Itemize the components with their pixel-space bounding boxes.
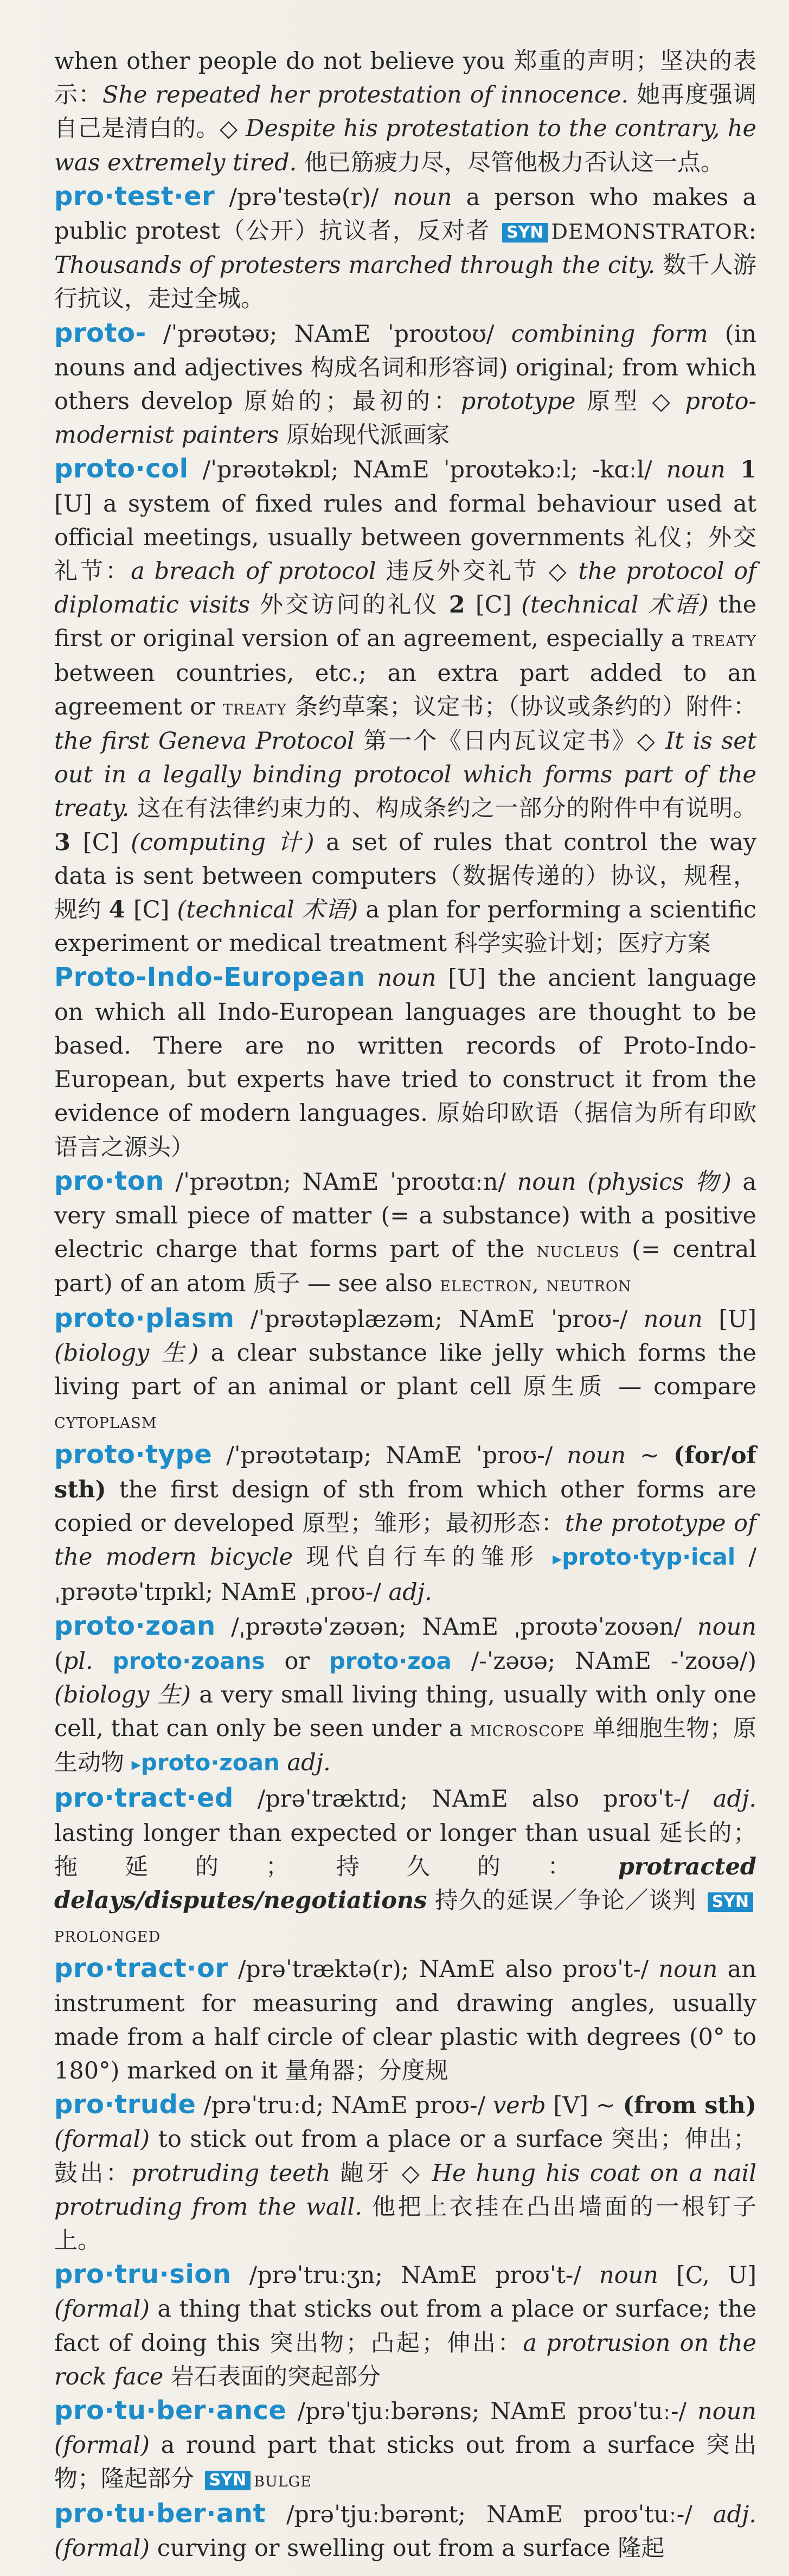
translation-text: 他已筋疲力尽，尽管他极力否认这一点。 bbox=[297, 149, 724, 176]
entry-protester bbox=[54, 180, 756, 316]
translation-text: 单细胞生物；原生动物 bbox=[54, 1714, 756, 1777]
example-sentence: Despite his protestation to the contrary, he was extremely tired. bbox=[54, 115, 756, 176]
translation-text: 原始现代派画家 bbox=[279, 422, 450, 449]
definition-text: between countries, etc.; an extra part added to an agreement or bbox=[54, 659, 756, 720]
register-label: (formal) bbox=[54, 2126, 150, 2153]
example-sentence: Thousands of protesters marched through the city. bbox=[54, 252, 656, 279]
example-sentence: a protrusion on the rock face bbox=[54, 2329, 756, 2390]
entry-protracted bbox=[54, 1781, 756, 1952]
translation-text: 这在有法律约束力的、构成条约之一部分的附件中有说明。 bbox=[129, 795, 756, 822]
example-sentence: the first Geneva Protocol bbox=[54, 728, 355, 755]
definition-text: a thing that sticks out from a place or surface; the fact of doing this 突出物；凸起；伸出： bbox=[54, 2296, 756, 2357]
entry-protuberance bbox=[54, 2394, 756, 2497]
part-of-speech: noun bbox=[599, 2262, 658, 2290]
pattern-marker: ~ bbox=[626, 1442, 673, 1470]
example-sentence: It is set out in a legally binding protocol which forms part of the treaty. bbox=[54, 728, 757, 822]
synonym-badge: SYN bbox=[708, 1892, 753, 1912]
register-label: (physics 物) bbox=[576, 1168, 732, 1196]
part-of-speech: adj. bbox=[713, 2501, 756, 2528]
punctuation: ( bbox=[54, 1647, 63, 1675]
pronunciation: /prəˈtruːʒn; NAmE proʊˈt-/ bbox=[231, 2262, 599, 2290]
entry-protuberant bbox=[54, 2497, 756, 2565]
plural-form: proto·zoa bbox=[329, 1647, 452, 1674]
translation-text: 她再度强调自己是清白的。◇ bbox=[54, 81, 757, 143]
register-label: (biology 生) bbox=[54, 1339, 199, 1367]
headword: pro·ton bbox=[54, 1165, 164, 1196]
entry-proto bbox=[54, 316, 756, 452]
entry-protestation-continued bbox=[54, 44, 756, 180]
headword: pro·tu·ber·ance bbox=[54, 2395, 287, 2426]
register-label: (biology 生) bbox=[54, 1681, 191, 1708]
definition-text: an instrument for measuring and drawing angles, usually made from a half circle of clear plastic with degrees (0° to 180°) marked on it 量角器；分度规 bbox=[54, 1956, 756, 2084]
grammar-code: [C, U] bbox=[658, 2262, 756, 2290]
part-of-speech: verb bbox=[492, 2092, 546, 2120]
grammar-code: [C] bbox=[475, 591, 512, 619]
entry-protozoan bbox=[54, 1609, 756, 1781]
cross-reference: microscope bbox=[470, 1717, 585, 1741]
headword: proto·zoan bbox=[54, 1611, 216, 1642]
entry-protoplasm bbox=[54, 1302, 756, 1438]
part-of-speech: noun bbox=[658, 1956, 718, 1984]
headword: pro·tract·or bbox=[54, 1953, 228, 1984]
derivative-arrow-icon: ▸ bbox=[552, 1547, 562, 1570]
definition-text: a very small piece of matter (= a substance) with a positive electric charge that forms part of the bbox=[54, 1168, 756, 1264]
pronunciation: /-ˈzəʊə; NAmE -ˈzoʊə/) bbox=[451, 1647, 757, 1675]
definition-text: a person who makes a public protest（公开）抗议者，反对者 bbox=[54, 183, 756, 245]
part-of-speech: noun bbox=[643, 1305, 703, 1333]
part-of-speech: noun bbox=[697, 2398, 756, 2426]
part-of-speech: combining form bbox=[511, 320, 708, 348]
part-of-speech: adj. bbox=[279, 1749, 331, 1777]
example-sentence: He hung his coat on a nail protruding from the wall. bbox=[54, 2159, 756, 2221]
headword: proto- bbox=[54, 317, 146, 348]
pronunciation: /prəˈtræktɪd; NAmE also proʊˈt-/ bbox=[233, 1786, 713, 1813]
register-label: (formal) bbox=[54, 2432, 150, 2459]
headword: pro·tu·ber·ant bbox=[54, 2498, 266, 2529]
register-label: (technical 术语) bbox=[169, 896, 358, 924]
cross-reference: treaty bbox=[222, 695, 287, 719]
grammar-code: [C] bbox=[133, 896, 170, 924]
grammar-code: [U] bbox=[54, 490, 92, 518]
definition-text: a set of rules that control the way data is sent between computers（数据传递的）协议，规程，规约 bbox=[54, 828, 756, 924]
example-sentence: a breach of protocol bbox=[131, 558, 376, 585]
synonym-word: DEMONSTRATOR bbox=[551, 220, 749, 244]
punctuation bbox=[93, 1648, 113, 1675]
definition-text: when other people do not believe you 郑重的声明；坚决的表示： bbox=[54, 48, 756, 109]
translation-text: 条约草案；议定书；（协议或条约的）附件： bbox=[286, 693, 756, 720]
cross-reference: nucleus bbox=[536, 1238, 620, 1263]
pronunciation: /ˌprəʊtəˈzəʊən; NAmE ˌproʊtəˈzoʊən/ bbox=[215, 1614, 698, 1641]
sense-number: 1 bbox=[725, 456, 757, 484]
pronunciation: /ˈprəʊtəplæzəm; NAmE ˈproʊ-/ bbox=[234, 1305, 644, 1333]
definition-text: the first or original version of an agreement, especially a bbox=[54, 591, 757, 653]
pronunciation: /ˈprəʊtəkɒl; NAmE ˈproʊtəkɔːl; -kɑːl/ bbox=[188, 456, 666, 484]
pronunciation: /prəˈtruːd; NAmE proʊ-/ bbox=[196, 2092, 493, 2120]
dictionary-column bbox=[54, 44, 756, 2565]
definition-text: the ancient language on which all Indo-European languages are thought to be based. There are no written records of Proto-Indo-European, but experts have tried to construct it from the evidence of modern languages. 原始印欧语（据信为所有印欧语言之源头） bbox=[54, 965, 756, 1161]
grammar-code: [U] bbox=[702, 1305, 756, 1333]
definition-text: a very small living thing, usually with only one cell, that can only be seen under a bbox=[54, 1681, 756, 1742]
register-label: (technical 术语) bbox=[511, 591, 709, 619]
entry-protractor bbox=[54, 1952, 756, 2088]
translation-text: 第一个《日内瓦议定书》◇ bbox=[354, 728, 666, 755]
pronunciation: /ˈprəʊtɒn; NAmE ˈproʊtɑːn/ bbox=[164, 1168, 517, 1196]
definition-text: (= central part) of an atom 质子 — see also bbox=[54, 1236, 756, 1298]
entry-protrude bbox=[54, 2088, 756, 2258]
synonym-badge: SYN bbox=[502, 223, 548, 243]
definition-text: lasting longer than expected or longer than usual 延长的；拖延的；持久的： bbox=[54, 1819, 756, 1880]
example-sentence: the protocol of diplomatic visits bbox=[54, 558, 757, 619]
derivative-arrow-icon: ▸ bbox=[131, 1754, 141, 1776]
sense-number: 4 bbox=[108, 896, 133, 924]
sense-number: 3 bbox=[54, 828, 83, 856]
synonym-word: bulge bbox=[254, 2467, 312, 2492]
definition-text: curving or swelling out from a surface 隆起 bbox=[150, 2534, 665, 2562]
part-of-speech: noun bbox=[567, 1442, 626, 1470]
grammar-pattern: (from sth) bbox=[623, 2092, 756, 2120]
grammar-code: [U] bbox=[448, 965, 486, 992]
headword: pro·tract·ed bbox=[54, 1783, 234, 1814]
cross-reference: electron, neutron bbox=[440, 1272, 632, 1297]
translation-text: 数千人游行抗议，走过全城。 bbox=[54, 252, 756, 313]
pronunciation: /ˈprəʊtətaɪp; NAmE ˈproʊ-/ bbox=[212, 1442, 567, 1470]
definition-text: a clear substance like jelly which forms the living part of an animal or plant cell 原生质 — compare bbox=[54, 1339, 756, 1400]
example-sentence: She repeated her protestation of innocence. bbox=[102, 81, 629, 109]
translation-text: 他把上衣挂在凸出墙面的一根钉子上。 bbox=[54, 2193, 757, 2254]
conjunction: or bbox=[265, 1647, 329, 1675]
example-collocation: protracted delays/disputes/negotiations bbox=[54, 1853, 756, 1914]
part-of-speech: adj. bbox=[388, 1579, 432, 1606]
translation-text: 原型 ◇ bbox=[575, 388, 685, 416]
entry-prototype bbox=[54, 1438, 756, 1609]
pronunciation: /ˈprəʊtəʊ; NAmE ˈproʊtoʊ/ bbox=[146, 320, 511, 348]
translation-text: 持久的延误／争论／谈判 bbox=[427, 1886, 704, 1914]
part-of-speech: noun bbox=[365, 965, 448, 992]
plural-label: pl. bbox=[63, 1647, 93, 1675]
example-sentence: proto-modernist painters bbox=[54, 388, 756, 449]
headword: Proto-Indo-European bbox=[54, 962, 365, 993]
pattern-marker: ~ bbox=[588, 2092, 623, 2120]
definition-text: a system of fixed rules and formal behaviour used at official meetings, usually between governments 礼仪；外交礼节： bbox=[54, 490, 756, 585]
entry-protocol bbox=[54, 452, 756, 960]
register-label: (formal) bbox=[54, 2534, 150, 2562]
part-of-speech: noun bbox=[517, 1168, 576, 1196]
derivative-word: proto·zoan bbox=[140, 1749, 280, 1776]
synonym-badge: SYN bbox=[205, 2471, 251, 2490]
pronunciation: /ˌprəʊtəˈtɪpɪkl; NAmE ˌproʊ-/ bbox=[54, 1543, 757, 1606]
definition-text: the first design of sth from which other forms are copied or developed 原型；雏形；最初形态： bbox=[54, 1476, 756, 1537]
part-of-speech: noun bbox=[697, 1614, 756, 1641]
plural-form: proto·zoans bbox=[112, 1647, 265, 1674]
translation-text: 现代自行车的雏形 bbox=[293, 1543, 553, 1571]
entry-proto-indo-european bbox=[54, 960, 756, 1164]
part-of-speech: noun bbox=[393, 183, 452, 211]
part-of-speech: adj. bbox=[713, 1786, 756, 1813]
derivative-word: proto·typ·ical bbox=[562, 1543, 736, 1570]
grammar-code: [C] bbox=[82, 828, 119, 856]
grammar-pattern: (for/of sth) bbox=[54, 1442, 756, 1503]
sense-number: 2 bbox=[448, 591, 476, 619]
cross-reference: cytoplasm bbox=[54, 1409, 157, 1433]
translation-text: 龅牙 ◇ bbox=[330, 2159, 432, 2187]
entry-protrusion bbox=[54, 2258, 756, 2394]
definition-text: a plan for performing a scientific experiment or medical treatment 科学实验计划；医疗方案 bbox=[54, 896, 757, 958]
headword: pro·test·er bbox=[54, 181, 215, 212]
cross-reference: treaty bbox=[692, 627, 756, 652]
definition-text: (in nouns and adjectives 构成名词和形容词) original; from which others develop 原始的；最初的： bbox=[54, 320, 757, 416]
translation-text: 岩石表面的突起部分 bbox=[163, 2363, 381, 2390]
example-sentence: prototype bbox=[460, 388, 576, 416]
register-label: (computing 计) bbox=[119, 828, 315, 856]
headword: pro·tru·sion bbox=[54, 2259, 232, 2290]
headword: proto·type bbox=[54, 1439, 213, 1470]
pronunciation: /prəˈtjuːbərəns; NAmE proʊˈtuː-/ bbox=[286, 2398, 698, 2426]
pronunciation: /prəˈtestə(r)/ bbox=[215, 183, 393, 211]
headword: pro·trude bbox=[54, 2089, 196, 2120]
translation-text: 违反外交礼节 ◇ bbox=[376, 558, 579, 585]
definition-text: to stick out from a place or a surface 突出；伸出；鼓出： bbox=[54, 2126, 756, 2187]
example-sentence: the prototype of the modern bicycle bbox=[54, 1509, 756, 1571]
headword: proto·col bbox=[54, 454, 189, 484]
part-of-speech: noun bbox=[666, 456, 726, 484]
translation-text: 外交访问的礼仪 bbox=[250, 591, 449, 619]
punctuation: : bbox=[748, 218, 756, 245]
grammar-code: [V] bbox=[546, 2092, 589, 2120]
synonym-word: prolonged bbox=[54, 1923, 161, 1947]
register-label: (formal) bbox=[54, 2296, 150, 2323]
definition-text: a round part that sticks out from a surface 突出物；隆起部分 bbox=[54, 2432, 756, 2493]
pronunciation: /prəˈtræktə(r); NAmE also proʊˈt-/ bbox=[228, 1956, 659, 1984]
pronunciation: /prəˈtjuːbərənt; NAmE proʊˈtuː-/ bbox=[265, 2501, 713, 2528]
example-sentence: protruding teeth bbox=[131, 2159, 331, 2187]
headword: proto·plasm bbox=[54, 1303, 235, 1334]
entry-proton bbox=[54, 1164, 756, 1302]
